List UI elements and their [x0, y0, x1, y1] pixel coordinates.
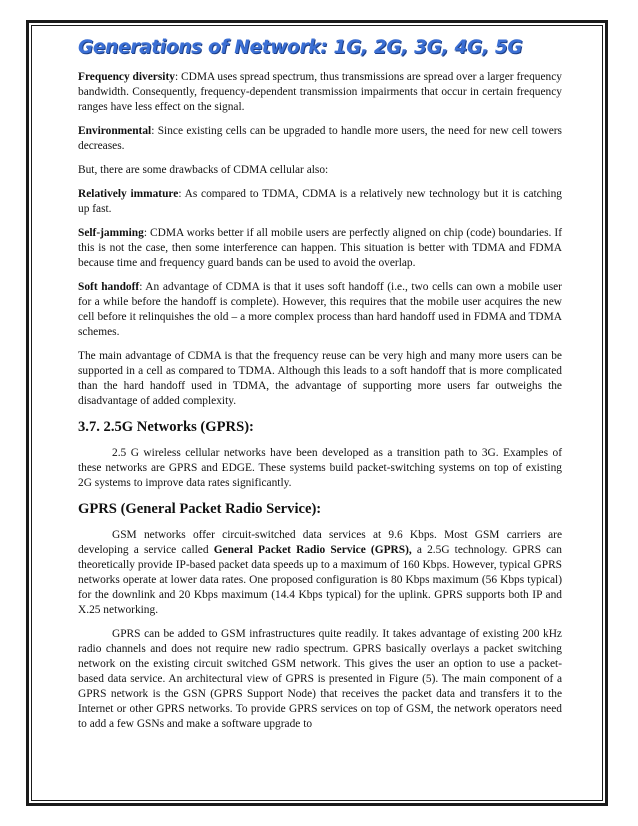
section-heading-25g: 3.7. 2.5G Networks (GPRS): — [78, 419, 254, 435]
term-environmental: Environmental — [78, 125, 152, 137]
term-relatively-immature: Relatively immature — [78, 188, 179, 200]
paragraph-drawbacks: But, there are some drawbacks of CDMA cellular also: — [78, 164, 329, 176]
paragraph-main-advantage: The main advantage of CDMA is that the frequency reuse can be very high and many more users can be supported in a cell as compared to TDMA. Although this leads to a soft handoff that is more complicated than the hard handoff used in TDMA, the advantage of supporting more users far outweighs the disadvantage of added complexity. — [78, 350, 562, 407]
term-frequency-diversity: Frequency diversity — [78, 71, 175, 83]
paragraph-text: a 2.5G technology. GPRS can theoretically provide IP-based packet data speeds up to a maximum of 160 Kbps. However, typical GPRS networks operate at lower data rates. One proposed configuration is 80 Kbps maximum (56 Kbps typical) for the downlink and 20 Kbps maximum (14.4 Kbps typical) for the uplink. GPRS supports both IP and X.25 networking. — [78, 544, 562, 616]
paragraph-self-jamming — [78, 226, 562, 271]
paragraph-environmental — [78, 124, 562, 154]
term-gprs: General Packet Radio Service (GPRS), — [213, 544, 412, 556]
paragraph-text: : An advantage of CDMA is that it uses soft handoff (i.e., two cells can own a mobile user for a while before the handoff is complete). However, this requires that the mobile user acquires the new cell before it relinquishes the old – a more complex process than hard handoff used in FDMA and TDMA schemes. — [78, 281, 562, 338]
paragraph-relatively-immature — [78, 187, 562, 217]
paragraph-frequency-diversity — [78, 70, 562, 115]
paragraph-soft-handoff — [78, 280, 562, 340]
page-title: Generations of Network: 1G, 2G, 3G, 4G, 5G — [78, 37, 523, 58]
section-heading-gprs: GPRS (General Packet Radio Service): — [78, 501, 322, 517]
document-body — [78, 36, 562, 741]
paragraph-text: : Since existing cells can be upgraded to handle more users, the need for new cell towers decreases. — [78, 125, 562, 152]
paragraph-text: : As compared to TDMA, CDMA is a relatively new technology but it is catching up fast. — [78, 188, 562, 215]
paragraph-gprs-2: GPRS can be added to GSM infrastructures quite readily. It takes advantage of existing 200 kHz radio channels and does not require new radio spectrum. GPRS basically overlays a packet switching network on the existing circuit switched GSM network. This gives the user an option to use a packet-based data service. An architectural view of GPRS is presented in Figure (5). The main component of a GPRS network is the GSN (GPRS Support Node) that receives the packet data and transfers it to the Internet or other GPRS networks. To provide GPRS services on top of GSM, the network operators need to add a few GSNs and make a software upgrade to — [78, 628, 562, 730]
paragraph-text: : CDMA works better if all mobile users are perfectly aligned on chip (code) boundaries. If this is not the case, then some interference can happen. This situation is better with TDMA and FDMA because time and frequency guard bands can be used to avoid the overlap. — [78, 227, 562, 269]
paragraph-25g: 2.5 G wireless cellular networks have been developed as a transition path to 3G. Examples of these networks are GPRS and EDGE. These systems build packet-switching systems on top of existing 2G systems to improve data rates significantly. — [78, 447, 562, 489]
paragraph-text: GSM networks offer circuit-switched data services at 9.6 Kbps. Most GSM carriers are developing a service called — [78, 529, 562, 556]
term-self-jamming: Self-jamming — [78, 227, 144, 239]
term-soft-handoff: Soft handoff — [78, 281, 140, 293]
paragraph-text: : CDMA uses spread spectrum, thus transmissions are spread over a larger frequency bandwidth. Consequently, frequency-dependent transmission impairments that occur in certain frequency ranges have less effect on the signal. — [78, 71, 562, 113]
paragraph-gprs-1 — [78, 528, 562, 618]
